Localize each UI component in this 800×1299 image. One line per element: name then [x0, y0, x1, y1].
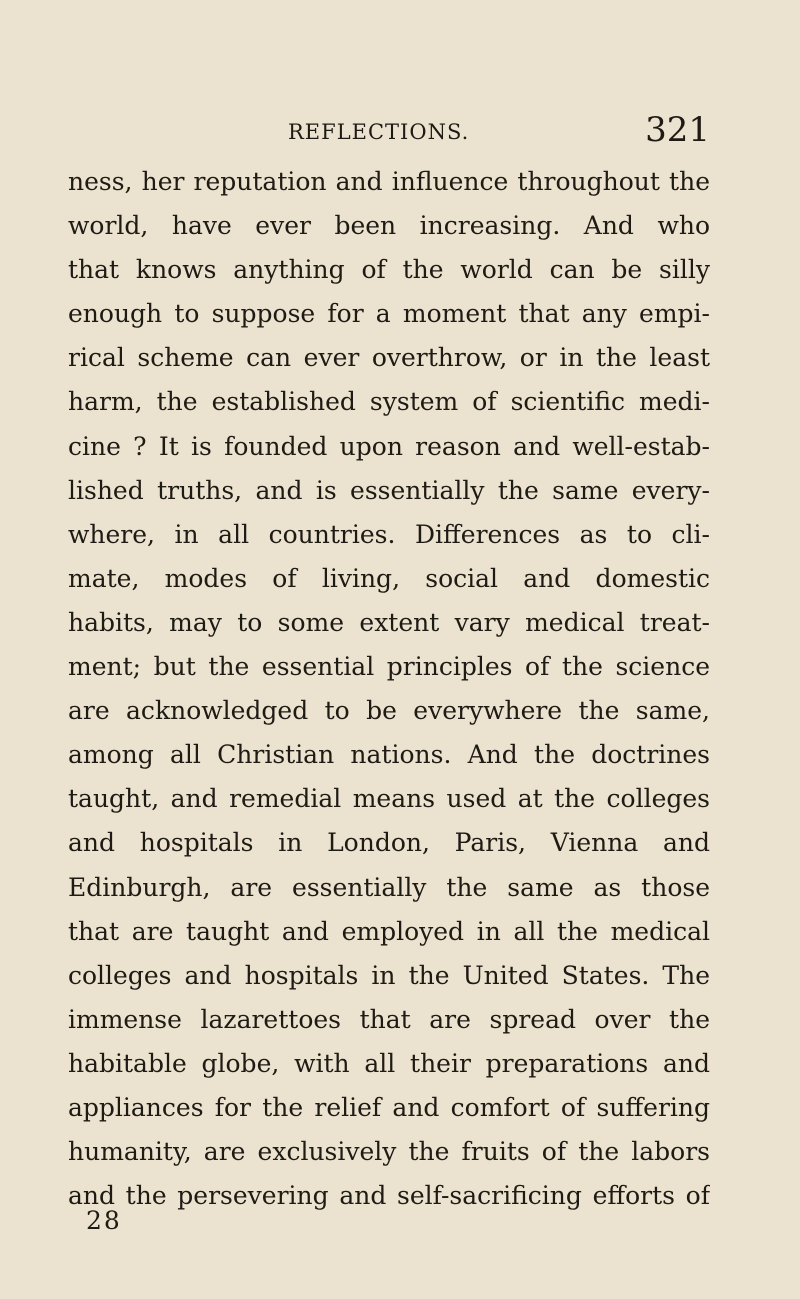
- text-line: lished truths, and is essentially the same every-: [68, 475, 710, 505]
- text-line: ness, her reputation and influence throughout the: [68, 167, 710, 196]
- text-line: taught, and remedial means used at the colleges: [68, 784, 710, 814]
- running-head-title: REFLECTIONS.: [288, 120, 470, 144]
- text-line: habitable globe, with all their preparations and: [68, 1048, 710, 1078]
- text-line: rical scheme can ever overthrow, or in the least: [68, 343, 710, 373]
- text-line: harm, the established system of scientific medi-: [68, 387, 710, 417]
- text-line: cine ? It is founded upon reason and well-estab-: [68, 431, 710, 461]
- page-number: 321: [645, 110, 710, 150]
- text-line: immense lazarettoes that are spread over the: [68, 1004, 710, 1034]
- running-head: [68, 112, 710, 152]
- text-line: ment; but the essential principles of the science: [68, 652, 710, 682]
- text-line: humanity, are exclusively the fruits of the labors: [68, 1137, 710, 1167]
- text-line: colleges and hospitals in the United States. The: [68, 960, 710, 990]
- text-line: appliances for the relief and comfort of suffering: [68, 1092, 710, 1122]
- text-line: world, have ever been increasing. And who: [68, 211, 710, 241]
- text-line: enough to suppose for a moment that any empi-: [68, 299, 710, 329]
- text-line: and hospitals in London, Paris, Vienna and: [68, 828, 710, 858]
- text-line: habits, may to some extent vary medical treat-: [68, 607, 710, 637]
- text-line: and the persevering and self-sacrificing efforts of: [68, 1181, 710, 1211]
- text-line: that knows anything of the world can be silly: [68, 255, 710, 285]
- text-line: that are taught and employed in all the medical: [68, 916, 710, 946]
- signature-mark: 28: [86, 1206, 122, 1235]
- text-line: where, in all countries. Differences as to cli-: [68, 519, 710, 549]
- text-line: are acknowledged to be everywhere the same,: [68, 696, 710, 726]
- text-line: among all Christian nations. And the doctrines: [68, 740, 710, 770]
- body-text: [68, 160, 710, 1218]
- text-line: Edinburgh, are essentially the same as those: [68, 872, 710, 902]
- text-line: mate, modes of living, social and domestic: [68, 563, 710, 593]
